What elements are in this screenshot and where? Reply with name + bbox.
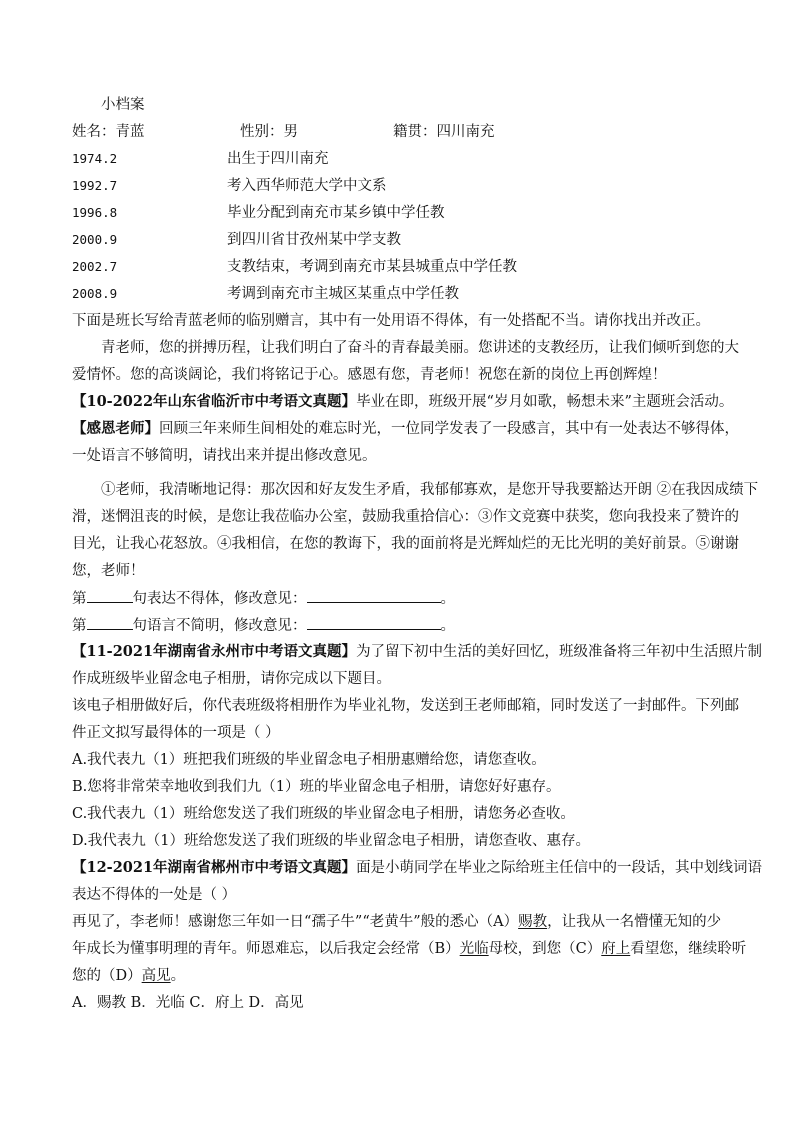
timeline-date: 1992.7 [72, 178, 118, 193]
q11-option-c[interactable]: C.我代表九（1）班给您发送了我们班级的毕业留念电子相册，请您务必查收。 [72, 806, 575, 822]
q10-sub-line: 一处语言不够简明，请找出来并提出修改意见。 [72, 448, 377, 464]
q11-option-b[interactable]: B.您将非常荣幸地收到我们九（1）班的毕业留念电子相册，请您好好惠存。 [72, 779, 561, 795]
timeline-row [72, 284, 724, 304]
profile-gender: 性别：男 [240, 124, 298, 140]
answer-end: 。 [440, 591, 455, 607]
timeline-event: 考调到南充市主城区某重点中学任教 [227, 286, 459, 302]
timeline-event: 出生于四川南充 [227, 151, 329, 167]
q12-passage-line [72, 912, 721, 932]
passage-text: 。 [170, 968, 186, 984]
timeline-date: 1974.2 [72, 151, 118, 166]
passage-text: 看望您，继续聆听 [630, 941, 747, 957]
timeline-event: 支教结束，考调到南充市某县城重点中学任教 [227, 259, 517, 275]
profile-title: 小档案 [101, 97, 145, 113]
passage-text: 您的（D） [72, 968, 142, 984]
q12-passage-line [72, 966, 185, 986]
passage-text: 再见了，李老师！感谢您三年如一日“孺子牛”“老黄牛”般的悉心（A） [72, 914, 519, 930]
q10-intro-text: 毕业在即，班级开展“岁月如歌，畅想未来”主题班会活动。 [356, 394, 734, 410]
timeline-event: 到四川省甘孜州某中学支教 [227, 232, 401, 248]
q10-sub-tag: 【感恩老师】 [72, 420, 159, 437]
underlined-word: 赐教 [518, 914, 548, 930]
timeline-event: 毕业分配到南充市某乡镇中学任教 [227, 205, 445, 221]
timeline-date: 1996.8 [72, 205, 118, 220]
q11-intro-text: 为了留下初中生活的美好回忆，班级准备将三年初中生活照片制 [356, 644, 763, 660]
timeline-event: 考入西华师范大学中文系 [227, 178, 387, 194]
q10-sub-text: 回顾三年来师生间相处的难忘时光，一位同学发表了一段感言，其中有一处表达不够得体， [159, 421, 739, 437]
q10-answer-2 [72, 615, 455, 636]
answer-label: 句表达不得体，修改意见： [132, 591, 307, 607]
q11-tag: 【11-2021年湖南省永州市中考语文真题】 [72, 643, 357, 660]
q9-passage-line: 爱情怀。您的高谈阔论，我们将铭记于心。感恩有您，青老师！祝您在新的岗位上再创辉煌！ [72, 367, 667, 383]
timeline-date: 2008.9 [72, 286, 118, 301]
answer-blank-suggestion[interactable] [307, 588, 441, 603]
q9-prompt: 下面是班长写给青蓝老师的临别赠言，其中有一处用语不得体，有一处搭配不当。请你找出并改正。 [72, 313, 710, 329]
passage-text: 年成长为懂事明理的青年。师恩难忘，以后我定会经常（B） [72, 941, 460, 957]
answer-prefix: 第 [72, 591, 87, 607]
q11-intro-line: 作成班级毕业留念电子相册，请你完成以下题目。 [72, 671, 391, 687]
q10-intro [72, 392, 733, 412]
q11-intro [72, 642, 762, 662]
profile-name: 姓名：青蓝 [72, 124, 145, 140]
q9-passage-line: 青老师，您的拼搏历程，让我们明白了奋斗的青春最美丽。您讲述的支教经历，让我们倾听到您的大 [101, 340, 739, 356]
timeline-row [72, 230, 724, 250]
q10-passage-line: 目光，让我心花怒放。④我相信，在您的教诲下，我的面前将是光辉灿烂的无比光明的美好前景。⑤谢谢 [72, 536, 739, 552]
q12-passage-line [72, 939, 746, 959]
answer-blank-suggestion[interactable] [307, 615, 441, 630]
q11-question-line: 件正文拟写最得体的一项是（ ） [72, 725, 280, 741]
q10-passage-line: ①老师，我清晰地记得：那次因和好友发生矛盾，我郁郁寡欢，是您开导我要豁达开朗 ②在我因成绩下 [101, 482, 759, 498]
timeline-row [72, 203, 724, 223]
answer-blank-sentence[interactable] [87, 588, 133, 603]
answer-blank-sentence[interactable] [87, 615, 133, 630]
q12-intro-line: 表达不得体的一处是（ ） [72, 887, 237, 903]
answer-label: 句语言不简明，修改意见： [132, 618, 307, 634]
timeline-row [72, 257, 724, 277]
q11-question-line: 该电子相册做好后，你代表班级将相册作为毕业礼物，发送到王老师邮箱，同时发送了一封邮件。下列邮 [72, 698, 739, 714]
profile-row [72, 122, 724, 142]
q10-answer-1 [72, 588, 455, 609]
answer-prefix: 第 [72, 618, 87, 634]
q12-intro [72, 858, 762, 878]
q12-choices[interactable]: A．赐教 B．光临 C．府上 D．高见 [72, 995, 304, 1011]
timeline-date: 2002.7 [72, 259, 118, 274]
passage-text: ，让我从一名懵懂无知的少 [547, 914, 722, 930]
underlined-word: 府上 [601, 941, 631, 957]
timeline-row [72, 149, 724, 169]
q10-passage-line: 您，老师！ [72, 563, 145, 579]
timeline-date: 2000.9 [72, 232, 118, 247]
passage-text: 母校，到您（C） [488, 941, 602, 957]
underlined-word: 高见 [141, 968, 171, 984]
timeline-row [72, 176, 724, 196]
q11-option-a[interactable]: A.我代表九（1）班把我们班级的毕业留念电子相册惠赠给您，请您查收。 [72, 752, 546, 768]
q11-option-d[interactable]: D.我代表九（1）班给您发送了我们班级的毕业留念电子相册，请您查收、惠存。 [72, 833, 590, 849]
q10-tag: 【10-2022年山东省临沂市中考语文真题】 [72, 393, 357, 410]
q10-passage-line: 滑，迷惘沮丧的时候，是您让我莅临办公室，鼓励我重拾信心：③作文竞赛中获奖，您向我投来了赞许的 [72, 509, 739, 525]
q12-intro-text: 面是小萌同学在毕业之际给班主任信中的一段话，其中划线词语 [356, 860, 763, 876]
profile-native: 籍贯：四川南充 [393, 124, 495, 140]
answer-end: 。 [440, 618, 455, 634]
underlined-word: 光临 [459, 941, 489, 957]
q12-tag: 【12-2021年湖南省郴州市中考语文真题】 [72, 859, 357, 876]
q10-sub [72, 419, 739, 439]
